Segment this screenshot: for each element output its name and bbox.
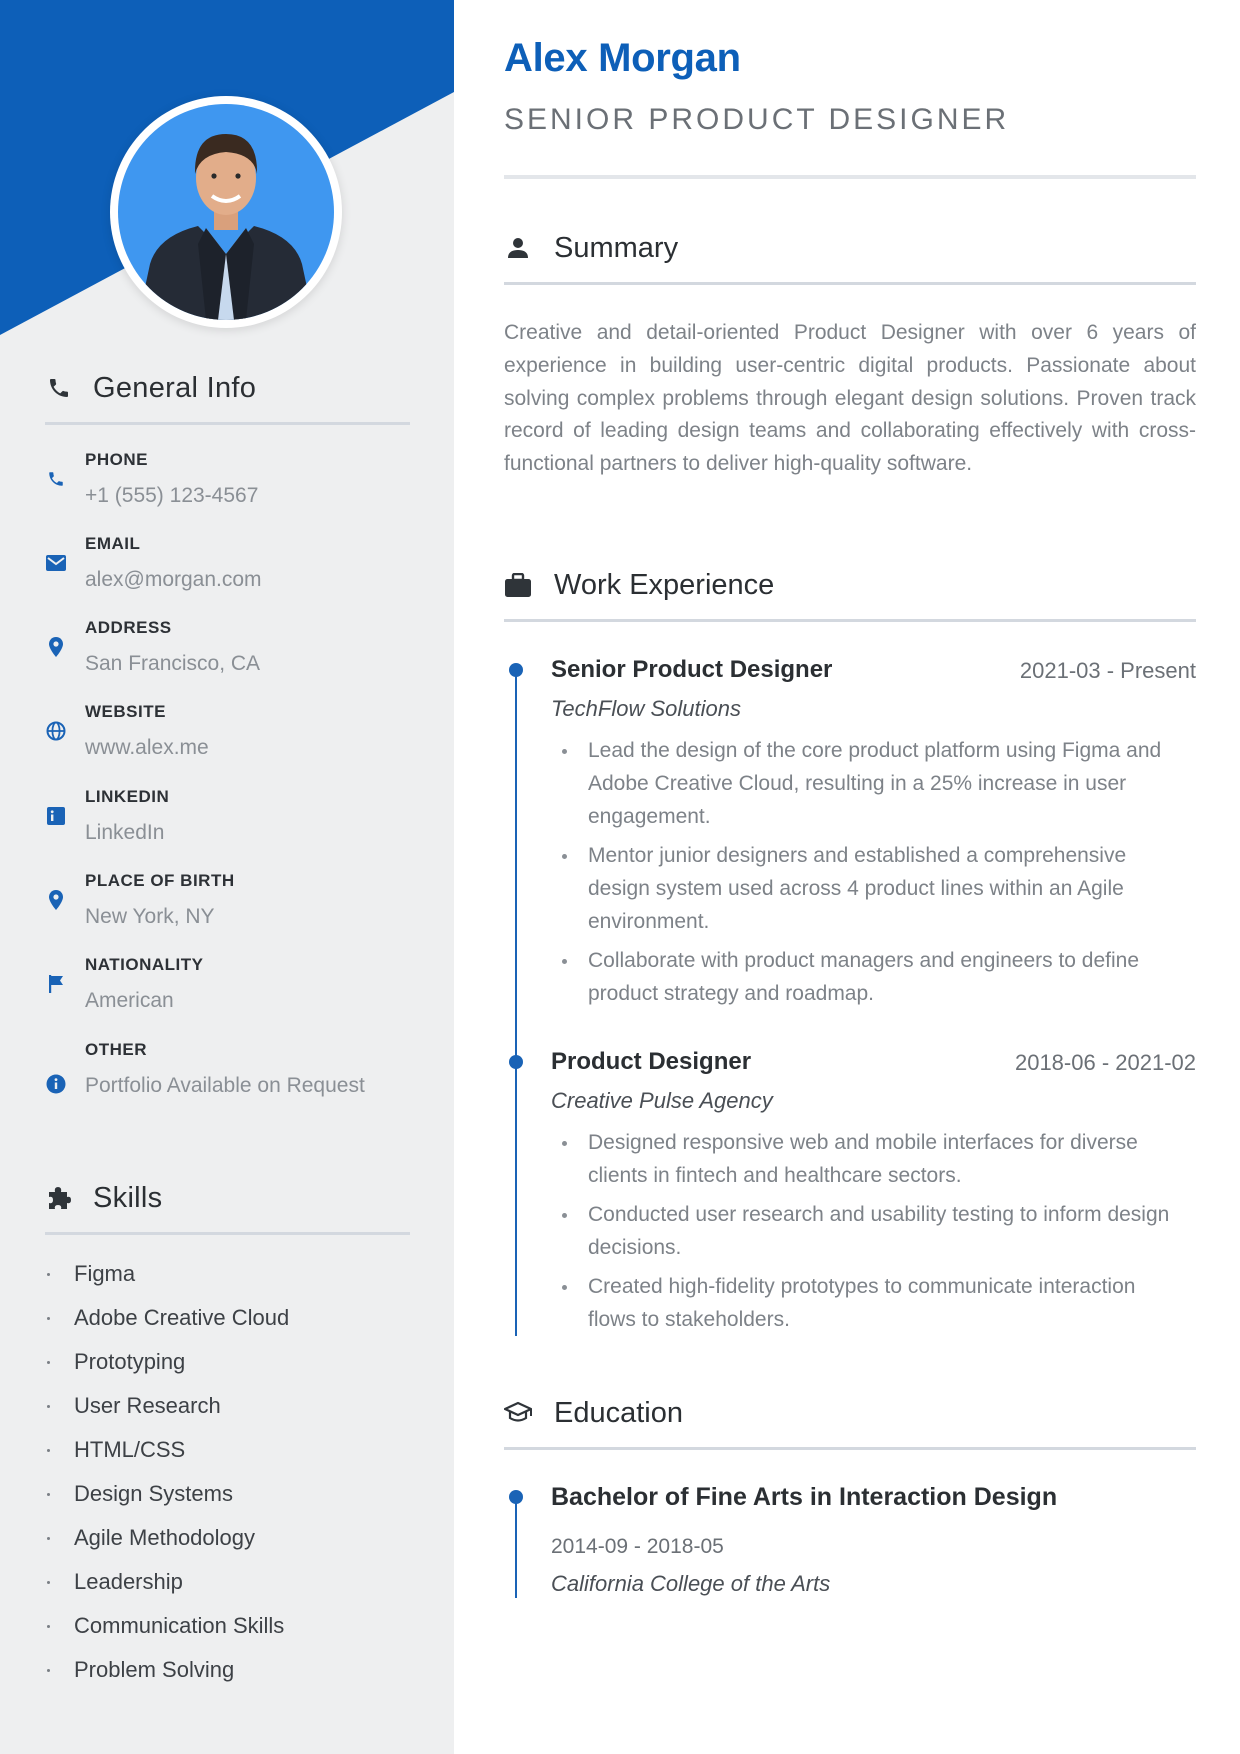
- map-pin-icon: [45, 636, 67, 658]
- education-degree: Bachelor of Fine Arts in Interaction Design: [551, 1483, 1058, 1511]
- info-value[interactable]: LinkedIn: [85, 821, 165, 844]
- education-school: California College of the Arts: [551, 1571, 831, 1596]
- profile-photo: [118, 104, 334, 320]
- info-label: WEBSITE: [85, 702, 166, 721]
- job-bullets: [551, 734, 1171, 1016]
- avatar: [110, 96, 342, 328]
- divider: [504, 619, 1196, 622]
- divider: [504, 1447, 1196, 1450]
- info-label: ADDRESS: [85, 618, 172, 637]
- summary-text: Creative and detail-oriented Product Designer with over 6 years of experience in building user-centric digital products. Passionate about solving complex problems through elegant design solutions. Proven track record of leading design teams and collaborating effectively with cross-functional partners to deliver high-quality software.: [504, 321, 1196, 476]
- education-title: Education: [554, 1396, 683, 1429]
- phone-icon: [45, 374, 73, 402]
- education-dates: 2014-09 - 2018-05: [551, 1535, 724, 1558]
- graduation-cap-icon: [504, 1399, 532, 1427]
- experience-title: Work Experience: [554, 568, 775, 601]
- skill-item: User Research: [45, 1384, 289, 1428]
- info-label: OTHER: [85, 1040, 147, 1059]
- info-icon: [45, 1073, 67, 1095]
- puzzle-icon: [45, 1184, 73, 1212]
- job-role: Product Designer: [551, 1048, 752, 1075]
- map-pin-icon: [45, 889, 67, 911]
- job-bullets: [551, 1126, 1171, 1342]
- job-bullet: Collaborate with product managers and engineers to define product strategy and roadmap.: [551, 944, 1171, 1010]
- person-name: Alex Morgan: [504, 36, 741, 80]
- skill-item: Agile Methodology: [45, 1516, 289, 1560]
- info-value: American: [85, 989, 174, 1012]
- timeline-dot: [509, 1055, 523, 1069]
- summary-title: Summary: [554, 231, 679, 264]
- skill-item: Adobe Creative Cloud: [45, 1296, 289, 1340]
- divider: [504, 175, 1196, 179]
- info-value: +1 (555) 123-4567: [85, 484, 259, 507]
- info-value: Portfolio Available on Request: [85, 1074, 365, 1097]
- job-bullet: Mentor junior designers and established a comprehensive design system used across 4 product lines within an Agile environment.: [551, 839, 1171, 938]
- globe-icon: [45, 720, 67, 742]
- info-value: San Francisco, CA: [85, 652, 261, 675]
- job-role: Senior Product Designer: [551, 656, 833, 683]
- job-bullet: Conducted user research and usability testing to inform design decisions.: [551, 1198, 1171, 1264]
- info-value: alex@morgan.com: [85, 568, 262, 591]
- flag-icon: [45, 973, 67, 995]
- info-value[interactable]: www.alex.me: [85, 736, 209, 759]
- user-icon: [504, 234, 532, 262]
- divider: [504, 282, 1196, 285]
- summary-heading: [504, 228, 1196, 268]
- general-info-heading: [45, 368, 410, 408]
- timeline-line: [515, 1498, 517, 1598]
- skill-item: Leadership: [45, 1560, 289, 1604]
- job-company: Creative Pulse Agency: [551, 1088, 773, 1113]
- info-label: LINKEDIN: [85, 787, 170, 806]
- job-bullet: Created high-fidelity prototypes to communicate interaction flows to stakeholders.: [551, 1270, 1171, 1336]
- skill-item: Design Systems: [45, 1472, 289, 1516]
- timeline-dot: [509, 1490, 523, 1504]
- sidebar: [0, 0, 454, 1754]
- person-title: SENIOR PRODUCT DESIGNER: [504, 103, 1010, 136]
- timeline-dot: [509, 663, 523, 677]
- job-company: TechFlow Solutions: [551, 696, 741, 721]
- envelope-icon: [45, 552, 67, 574]
- info-label: PHONE: [85, 450, 148, 469]
- skill-item: Problem Solving: [45, 1648, 289, 1692]
- divider: [45, 422, 410, 425]
- phone-icon: [45, 468, 67, 490]
- job-bullet: Lead the design of the core product platform using Figma and Adobe Creative Cloud, resulting in a 25% increase in user engagement.: [551, 734, 1171, 833]
- divider: [45, 1232, 410, 1235]
- general-info-title: General Info: [93, 371, 257, 404]
- timeline-line: [515, 670, 517, 1336]
- education-heading: [504, 1393, 1196, 1433]
- skills-title: Skills: [93, 1181, 163, 1214]
- linkedin-icon: [45, 805, 67, 827]
- job-dates: 2021-03 - Present: [1019, 658, 1196, 683]
- job-dates: 2018-06 - 2021-02: [1014, 1050, 1196, 1075]
- skill-item: HTML/CSS: [45, 1428, 289, 1472]
- skill-item: Communication Skills: [45, 1604, 289, 1648]
- info-label: EMAIL: [85, 534, 141, 553]
- job-bullet: Designed responsive web and mobile interfaces for diverse clients in fintech and healthcare sectors.: [551, 1126, 1171, 1192]
- skill-item: Figma: [45, 1252, 289, 1296]
- info-label: NATIONALITY: [85, 955, 204, 974]
- info-label: PLACE OF BIRTH: [85, 871, 235, 890]
- briefcase-icon: [504, 571, 532, 599]
- skills-list: [45, 1252, 289, 1692]
- skills-heading: [45, 1178, 410, 1218]
- experience-heading: [504, 565, 1196, 605]
- skill-item: Prototyping: [45, 1340, 289, 1384]
- info-value: New York, NY: [85, 905, 215, 928]
